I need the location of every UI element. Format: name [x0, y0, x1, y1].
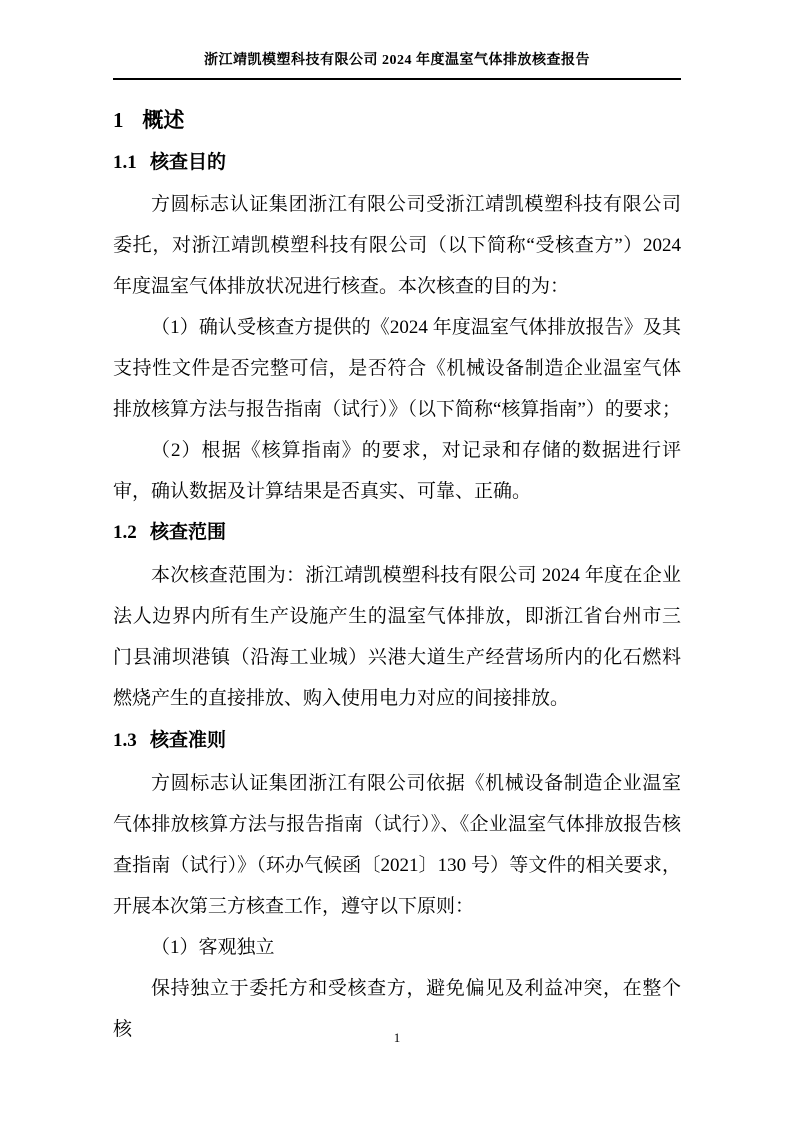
section-1-2-heading [113, 521, 681, 545]
section-1-1-paragraph-2: （1）确认受核查方提供的《2024 年度温室气体排放报告》及其支持性文件是否完整可信，是否符合《机械设备制造企业温室气体排放核算方法与报告指南（试行）》（以下简称“核算指南”）的要求； [113, 317, 681, 420]
section-1-3-number: 1.3 [113, 730, 137, 751]
section-1-3-heading [113, 729, 681, 753]
section-1-3-paragraph-2: （1）客观独立 [151, 937, 275, 958]
section-1-1-title: 核查目的 [150, 152, 227, 173]
document-content [113, 108, 681, 1050]
heading-overview-number: 1 [113, 108, 124, 132]
section-1-2-title: 核查范围 [150, 522, 227, 543]
section-1-3-paragraph-3: 保持独立于委托方和受核查方，避免偏见及利益冲突，在整个核 [113, 978, 681, 1040]
section-1-2-paragraph-1: 本次核查范围为：浙江靖凯模塑科技有限公司 2024 年度在企业法人边界内所有生产设施产生的温室气体排放，即浙江省台州市三门县浦坝港镇（沿海工业城）兴港大道生产经营场所内的化石燃料燃烧产生的直接排放、购入使用电力对应的间接排放。 [113, 565, 681, 709]
section-1-1-heading [113, 151, 681, 175]
heading-overview-title: 概述 [142, 108, 185, 132]
page-header [113, 52, 681, 80]
page-number: 1 [393, 1030, 401, 1045]
header-title: 浙江靖凯模塑科技有限公司 2024 年度温室气体排放核查报告 [204, 53, 590, 68]
section-1-2-number: 1.2 [113, 522, 137, 543]
section-1-3-paragraph-1: 方圆标志认证集团浙江有限公司依据《机械设备制造企业温室气体排放核算方法与报告指南（试行）》、《企业温室气体排放报告核查指南（试行）》（环办气候函〔2021〕130 号）等文件的相关要求，开展本次第三方核查工作，遵守以下原则： [113, 773, 681, 917]
heading-overview [113, 108, 681, 132]
section-1-1-paragraph-3: （2）根据《核算指南》的要求，对记录和存储的数据进行评审，确认数据及计算结果是否真实、可靠、正确。 [113, 440, 681, 502]
section-1-3-title: 核查准则 [150, 730, 227, 751]
section-1-1-number: 1.1 [113, 152, 137, 173]
section-1-1-paragraph-1: 方圆标志认证集团浙江有限公司受浙江靖凯模塑科技有限公司委托，对浙江靖凯模塑科技有限公司（以下简称“受核查方”）2024 年度温室气体排放状况进行核查。本次核查的目的为： [113, 194, 681, 297]
page-footer [113, 1030, 681, 1046]
